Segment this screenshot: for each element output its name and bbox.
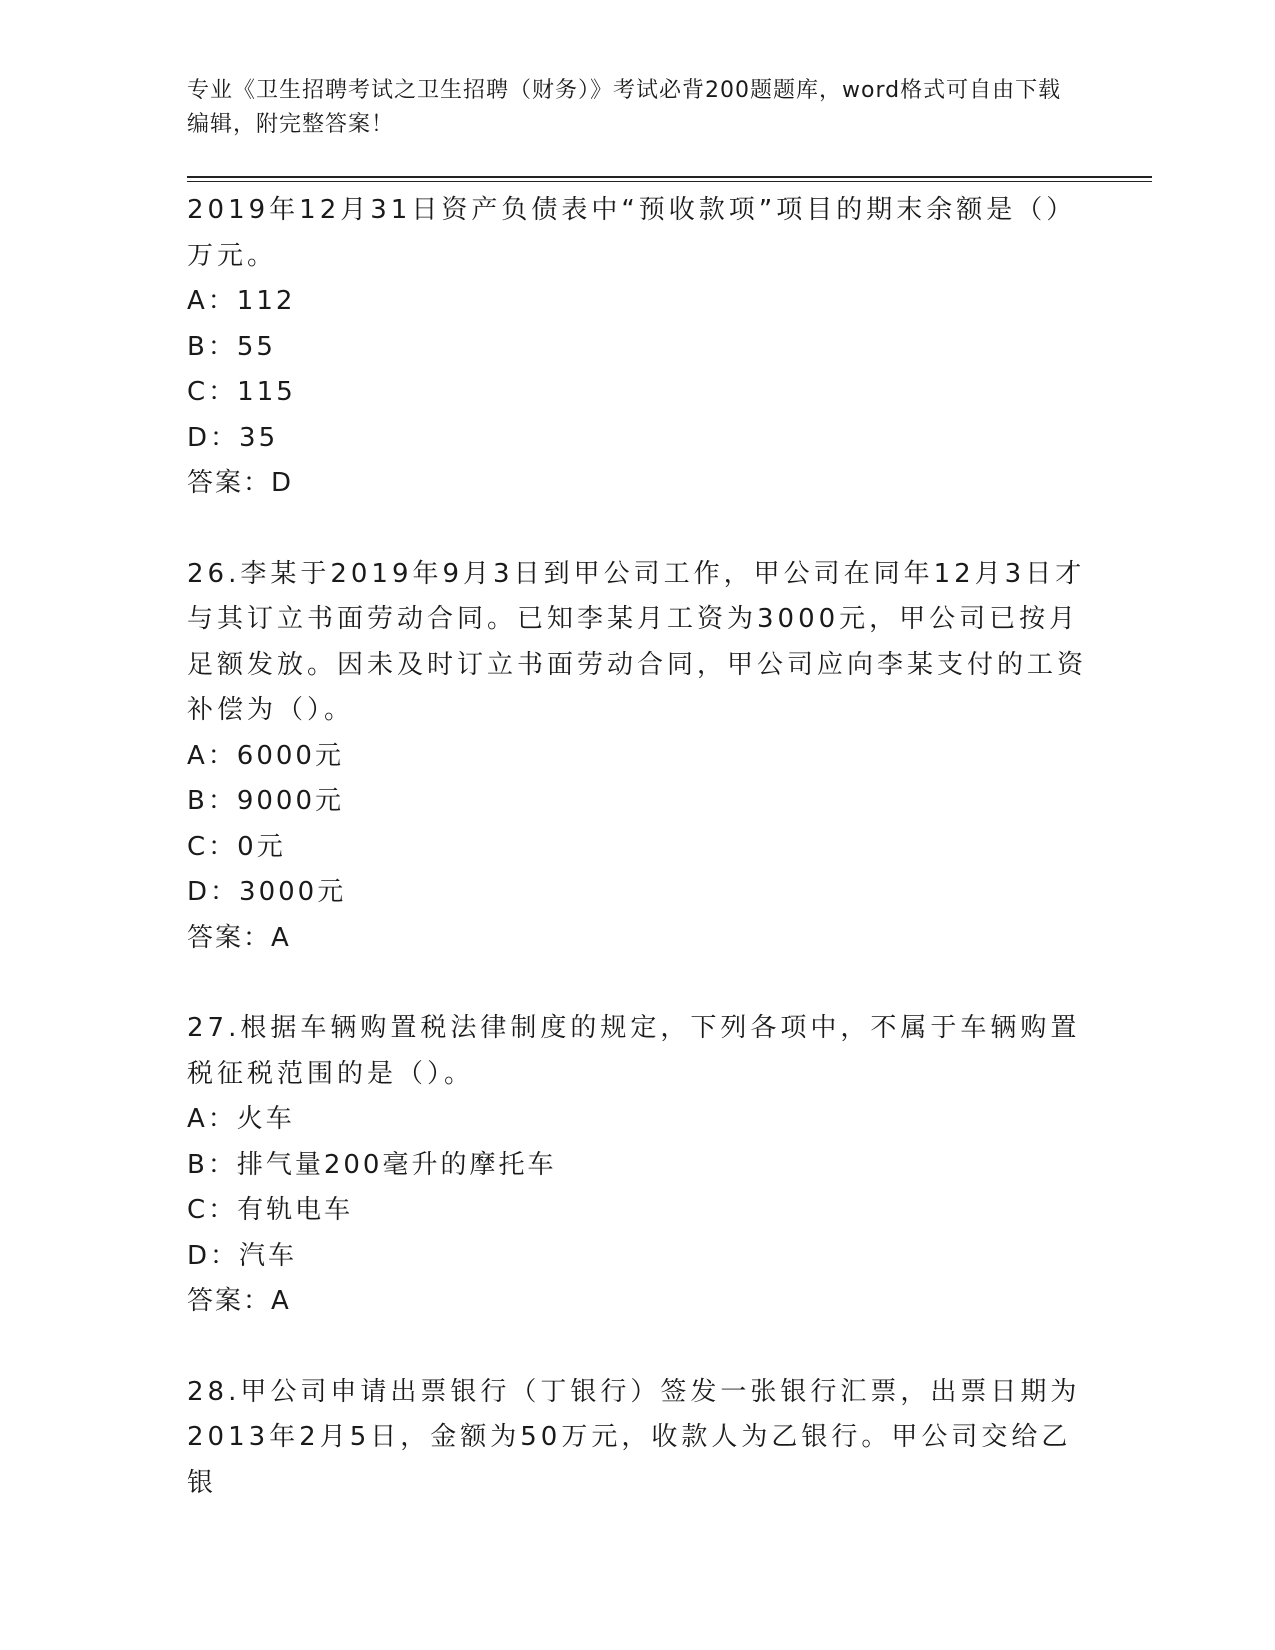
question-item xyxy=(187,188,1087,507)
answer-line: 答案：D xyxy=(187,468,294,498)
option-c: C：115 xyxy=(187,377,296,407)
option-d: D：35 xyxy=(187,422,279,453)
question-list xyxy=(187,188,1087,1506)
option-c: C：有轨电车 xyxy=(187,1195,354,1225)
option-a: A：112 xyxy=(187,286,296,316)
option-b: B：9000元 xyxy=(187,786,345,816)
question-item xyxy=(187,1370,1087,1507)
option-c: C：0元 xyxy=(187,831,286,862)
option-a: A：6000元 xyxy=(187,740,344,771)
option-a: A：火车 xyxy=(187,1104,295,1134)
answer-line: 答案：A xyxy=(187,922,291,953)
option-b: B：排气量200毫升的摩托车 xyxy=(187,1149,557,1180)
header-divider-thick xyxy=(187,176,1152,178)
option-d: D：汽车 xyxy=(187,1240,298,1271)
question-item xyxy=(187,1006,1087,1325)
question-text: 26.李某于2019年9月3日到甲公司工作，甲公司在同年12月3日才与其订立书面劳动合同。已知李某月工资为3000元，甲公司已按月足额发放。因未及时订立书面劳动合同，甲公司应向李某支付的工资补偿为（）。 xyxy=(187,558,1088,725)
option-b: B：55 xyxy=(187,331,276,362)
question-text: 28.甲公司申请出票银行（丁银行）签发一张银行汇票，出票日期为2013年2月5日，金额为50万元，收款人为乙银行。甲公司交给乙银 xyxy=(187,1376,1081,1498)
question-text: 2019年12月31日资产负债表中“预收款项”项目的期末余额是（）万元。 xyxy=(187,195,1077,271)
question-text: 27.根据车辆购置税法律制度的规定，下列各项中，不属于车辆购置税征税范围的是（）。 xyxy=(187,1013,1081,1089)
document-header: 专业《卫生招聘考试之卫生招聘（财务）》考试必背200题题库，word格式可自由下载编辑，附完整答案！ xyxy=(187,78,1062,137)
header-divider-thin xyxy=(187,181,1152,182)
question-item xyxy=(187,552,1087,962)
answer-line: 答案：A xyxy=(187,1286,291,1316)
option-d: D：3000元 xyxy=(187,877,347,907)
